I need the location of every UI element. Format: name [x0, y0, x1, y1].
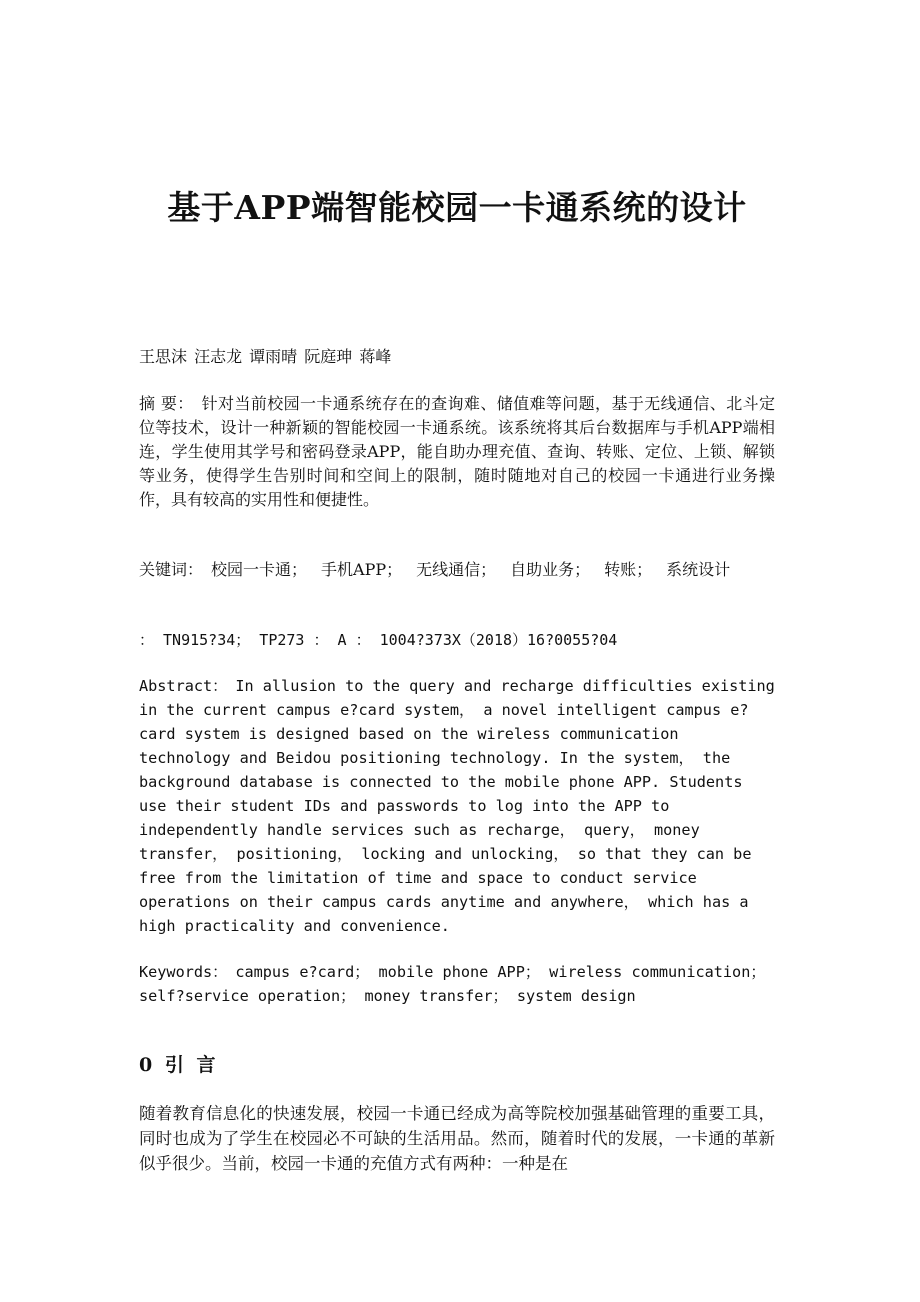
chinese-keyword: 自助业务；: [510, 560, 591, 579]
english-abstract-text: In allusion to the query and recharge difficulties existing in the current campus e?card system， a novel intelligent campus e?card system is designed based on the wireless communication technology and Beidou positioning technology. In the system， the background database is connected to the mobile phone APP. Students use their student IDs and passwords to log into the APP to independently handle services such as recharge， query， money transfer， positioning， locking and unlocking， so that they can be free from the limitation of time and space to conduct service operations on their campus cards anytime and anywhere， which has a high practicality and convenience.: [139, 677, 775, 935]
chinese-keywords: [139, 558, 775, 582]
paper-title: 基于APP端智能校园一卡通系统的设计: [167, 188, 747, 227]
chinese-abstract-text: 针对当前校园一卡通系统存在的查询难、储值难等问题，基于无线通信、北斗定位等技术，设计一种新颖的智能校园一卡通系统。该系统将其后台数据库与手机APP端相连，学生使用其学号和密码登录APP，能自助办理充值、查询、转账、定位、上锁、解锁等业务，使得学生告别时间和空间上的限制，随时随地对自己的校园一卡通进行业务操作，具有较高的实用性和便捷性。: [139, 394, 775, 509]
english-keywords: [139, 960, 775, 1008]
english-abstract: [139, 674, 775, 938]
chinese-keyword: 系统设计: [666, 560, 731, 579]
chinese-keyword: 校园一卡通；: [211, 560, 308, 579]
chinese-keyword: 手机APP；: [321, 560, 403, 579]
classification-codes: ： TN915?34； TP273 ： A ： 1004?373X（2018）16?0055?04: [139, 631, 618, 649]
section-heading-introduction: 0 引 言: [139, 1054, 219, 1076]
author-list: 王思沫 汪志龙 谭雨晴 阮庭珅 蒋峰: [139, 347, 392, 366]
english-keywords-text: campus e?card； mobile phone APP； wireless communication； self?service operation； money transfer； system design: [139, 963, 766, 1005]
chinese-keyword: 无线通信；: [416, 560, 497, 579]
chinese-keyword: 转账；: [604, 560, 653, 579]
chinese-abstract: [139, 392, 775, 512]
introduction-paragraph: 随着教育信息化的快速发展，校园一卡通已经成为高等院校加强基础管理的重要工具，同时也成为了学生在校园必不可缺的生活用品。然而，随着时代的发展，一卡通的革新似乎很少。当前，校园一卡通的充值方式有两种：一种是在: [139, 1104, 775, 1173]
chinese-abstract-label: 摘 要：: [139, 394, 194, 413]
chinese-keywords-label: 关键词：: [139, 560, 204, 579]
english-abstract-label: Abstract：: [139, 677, 228, 695]
english-keywords-label: Keywords：: [139, 963, 228, 981]
